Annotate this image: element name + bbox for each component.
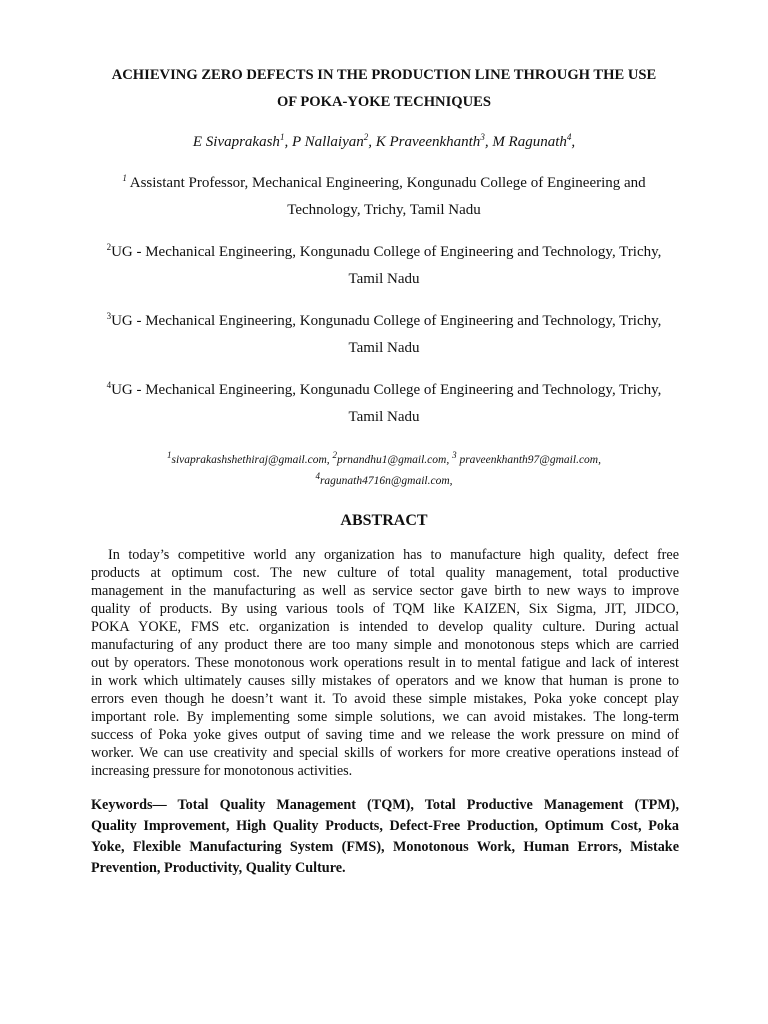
keywords-line: Yoke, Flexible Manufacturing System (FMS), Monotonous Work, Human Errors, Mistake xyxy=(91,839,679,855)
author-sup: 4 xyxy=(566,132,572,142)
affiliation-line xyxy=(80,377,688,404)
abstract-line: errors even though he doesn’t want it. To avoid these simple mistakes, Poka yoke concept play xyxy=(91,691,679,707)
affiliation-4 xyxy=(80,377,688,431)
affiliation-text: UG - Mechanical Engineering, Kongunadu College of Engineering and Technology, Trichy, xyxy=(111,382,662,398)
abstract-line: POKA YOKE, FMS etc. organization is intended to develop quality culture. During actual xyxy=(91,619,679,635)
affiliation-line: Tamil Nadu xyxy=(348,340,420,356)
author-name: K Praveenkhanth xyxy=(375,134,481,150)
author-name: E Sivaprakash xyxy=(192,134,280,150)
abstract-line: worker. We can use creativity and special skills of workers for more creative operations instead of xyxy=(91,745,679,761)
email-line xyxy=(80,450,688,471)
author-emails xyxy=(80,450,688,492)
author-sup: 2 xyxy=(363,132,369,142)
email-sup: 3 xyxy=(452,450,457,461)
affiliation-sup: 4 xyxy=(106,380,112,390)
abstract-line: out by operators. These monotonous work operations result in to mental fatigue and lack of interest xyxy=(91,655,679,671)
author-sup: 1 xyxy=(279,132,285,142)
keywords-line: Keywords— Total Quality Management (TQM), Total Productive Management (TPM), xyxy=(91,797,679,813)
abstract-line: manufacturing of any product there are too many simple and monotonous steps which are carried xyxy=(91,637,679,653)
affiliation-line: Tamil Nadu xyxy=(348,271,420,287)
affiliation-text: Assistant Professor, Mechanical Engineering, Kongunadu College of Engineering and xyxy=(126,175,646,191)
author-sep: , xyxy=(571,134,576,150)
affiliation-sup: 1 xyxy=(122,173,127,183)
abstract-line: quality of products. By using various tools of TQM like KAIZEN, Six Sigma, JIT, JIDCO, xyxy=(91,601,679,617)
author-name: P Nallaiyan xyxy=(291,134,364,150)
email-link[interactable]: prnandhu1@gmail.com, xyxy=(337,454,453,466)
abstract-line: products at optimum cost. The new culture of total quality management, total productive xyxy=(91,565,679,581)
affiliation-line xyxy=(80,170,688,197)
affiliation-sup: 2 xyxy=(106,242,112,252)
title-line: ACHIEVING ZERO DEFECTS IN THE PRODUCTION LINE THROUGH THE USE xyxy=(111,67,657,83)
author-sup: 3 xyxy=(480,132,485,142)
affiliation-line: Tamil Nadu xyxy=(348,409,420,425)
abstract-line: management in the manufacturing as well as service sector gave birth to new ways to improve xyxy=(91,583,679,599)
affiliation-1 xyxy=(80,170,688,224)
email-link[interactable]: sivaprakashshethiraj@gmail.com, xyxy=(171,454,333,466)
keywords-line: Prevention, Productivity, Quality Culture. xyxy=(91,860,346,876)
author-sep: , xyxy=(368,134,376,150)
keywords-block xyxy=(91,795,679,879)
email-link[interactable]: ragunath4716n@gmail.com, xyxy=(319,475,453,487)
affiliation-line xyxy=(80,239,688,266)
email-line xyxy=(80,471,688,492)
abstract-line: in work which ultimately causes silly mistakes of operators and we know that human is prone to xyxy=(91,673,679,689)
abstract-line: increasing pressure for monotonous activities. xyxy=(91,763,353,779)
author-name: M Ragunath xyxy=(492,134,567,150)
affiliation-text: UG - Mechanical Engineering, Kongunadu College of Engineering and Technology, Trichy, xyxy=(111,313,662,329)
affiliation-2 xyxy=(80,239,688,293)
affiliation-line xyxy=(80,308,688,335)
email-link[interactable]: praveenkhanth97@gmail.com, xyxy=(456,454,601,466)
title-line: OF POKA-YOKE TECHNIQUES xyxy=(276,94,492,110)
email-sup: 4 xyxy=(315,471,320,482)
abstract-body xyxy=(91,546,679,780)
abstract-line: important role. By implementing some simple solutions, we can avoid mistakes. The long-term xyxy=(91,709,679,725)
paper-title xyxy=(80,62,688,116)
keywords-line: Quality Improvement, High Quality Products, Defect-Free Production, Optimum Cost, Poka xyxy=(91,818,679,834)
affiliation-3 xyxy=(80,308,688,362)
author-list xyxy=(80,131,688,153)
affiliation-sup: 3 xyxy=(106,311,112,321)
abstract-line: success of Poka yoke gives output of saving time and we release the work pressure on mind of xyxy=(91,727,679,743)
author-sep: , xyxy=(484,134,493,150)
affiliation-line: Technology, Trichy, Tamil Nadu xyxy=(287,202,481,218)
affiliation-text: UG - Mechanical Engineering, Kongunadu College of Engineering and Technology, Trichy, xyxy=(111,244,662,260)
abstract-line: In today’s competitive world any organization has to manufacture high quality, defect free xyxy=(108,547,679,563)
author-sep: , xyxy=(284,134,292,150)
abstract-heading: ABSTRACT xyxy=(340,512,428,529)
email-sup: 2 xyxy=(332,450,338,461)
email-sup: 1 xyxy=(167,450,172,461)
